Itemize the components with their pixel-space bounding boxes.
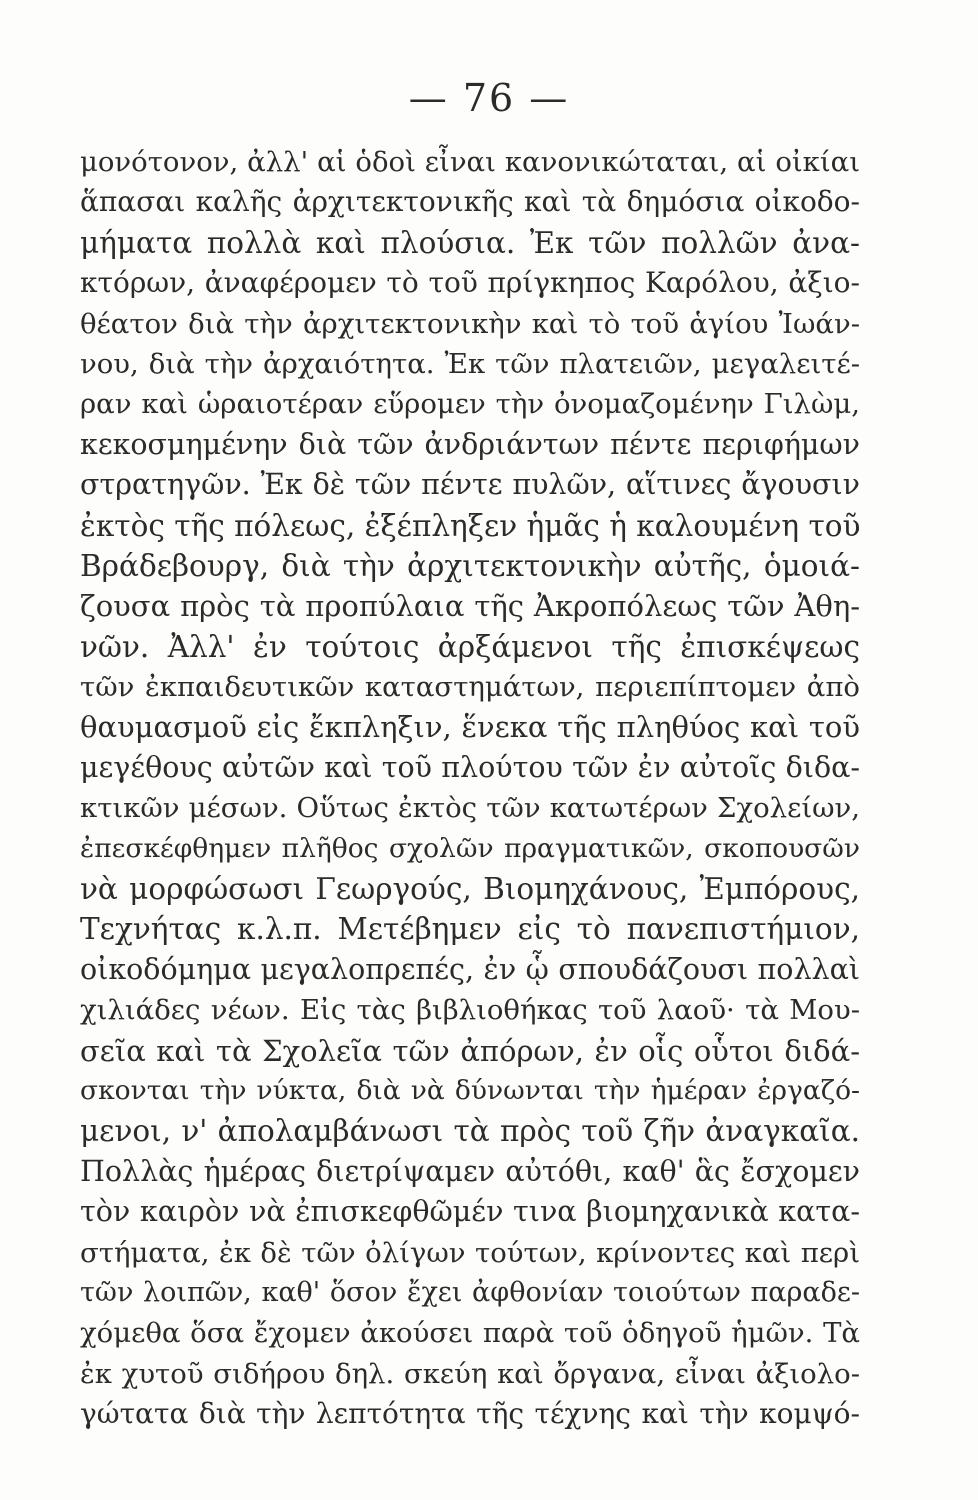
text-line: Πολλὰς ἡμέρας διετρίψαμεν αὐτόθι, καθ' ἃς ἔσχομεν (80, 1154, 860, 1188)
text-line: μεγέθους αὐτῶν καὶ τοῦ πλούτου τῶν ἐν αὐτοῖς διδα- (80, 750, 860, 784)
text-line: μήματα πολλὰ καὶ πλούσια. Ἐκ τῶν πολλῶν ἀνα- (80, 225, 860, 260)
text-line: τῶν λοιπῶν, καθ' ὅσον ἔχει ἀφθονίαν τοιούτων παραδε- (80, 1276, 860, 1308)
text-line: ἐπεσκέφθημεν πλῆθος σχολῶν πραγματικῶν, σκοπουσῶν (80, 832, 860, 864)
text-line: νῶν. Ἀλλ' ἐν τούτοις ἀρξάμενοι τῆς ἐπισκέψεως (80, 629, 860, 664)
text-line: στήματα, ἐκ δὲ τῶν ὀλίγων τούτων, κρίνοντες καὶ περὶ (80, 1236, 860, 1269)
text-line: κτόρων, ἀναφέρομεν τὸ τοῦ πρίγκηπος Καρόλου, ἀξιο- (80, 266, 860, 300)
body-text (80, 142, 860, 1435)
text-line: Τεχνήτας κ.λ.π. Μετέβημεν εἰς τὸ πανεπιστήμιον, (80, 912, 860, 947)
text-line: χόμεθα ὅσα ἔχομεν ἀκούσει παρὰ τοῦ ὁδηγοῦ ἡμῶν. Τὰ (80, 1317, 860, 1350)
text-line: θαυμασμοῦ εἰς ἔκπληξιν, ἕνεκα τῆς πληθύος καὶ τοῦ (80, 710, 860, 745)
text-line: ραν καὶ ὡραιοτέραν εὕρομεν τὴν ὀνομαζομένην Γιλὼμ, (80, 388, 860, 421)
text-line: ἐκτὸς τῆς πόλεως, ἐξέπληξεν ἡμᾶς ἡ καλουμένη τοῦ (80, 508, 860, 543)
text-line: ἐκ χυτοῦ σιδήρου δηλ. σκεύη καὶ ὄργανα, εἶναι ἀξιολο- (80, 1357, 860, 1390)
text-line: γώτατα διὰ τὴν λεπτότητα τῆς τέχνης καὶ τὴν κομψό- (80, 1397, 860, 1431)
text-line: μονότονον, ἀλλ' αἱ ὁδοὶ εἶναι κανονικώταται, αἱ οἰκίαι (80, 146, 860, 178)
text-line: στρατηγῶν. Ἐκ δὲ τῶν πέντε πυλῶν, αἵτινες ἄγουσιν (80, 468, 860, 502)
text-line: κτικῶν μέσων. Οὕτως ἐκτὸς τῶν κατωτέρων Σχολείων, (80, 792, 860, 825)
text-line: ζουσα πρὸς τὰ προπύλαια τῆς Ἀκροπόλεως τῶν Ἀθη- (80, 589, 860, 624)
text-line: νὰ μορφώσωσι Γεωργούς, Βιομηχάνους, Ἐμπόρους, (80, 872, 860, 907)
text-line: σεῖα καὶ τὰ Σχολεῖα τῶν ἀπόρων, ἐν οἷς οὗτοι διδά- (80, 1033, 860, 1068)
text-line: νου, διὰ τὴν ἀρχαιότητα. Ἐκ τῶν πλατειῶν, μεγαλειτέ- (80, 347, 860, 380)
text-line: οἰκοδόμημα μεγαλοπρεπές, ἐν ᾧ σπουδάζουσι πολλαὶ (80, 952, 860, 986)
text-line: Βράδεβουργ, διὰ τὴν ἀρχιτεκτονικὴν αὐτῆς, ὁμοιά- (80, 548, 860, 583)
text-line: μενοι, ν' ἀπολαμβάνωσι τὰ πρὸς τοῦ ζῆν ἀναγκαῖα. (80, 1114, 860, 1149)
text-line: τὸν καιρὸν νὰ ἐπισκεφθῶμέν τινα βιομηχανικὰ κατα- (80, 1195, 860, 1229)
text-line: ἅπασαι καλῆς ἀρχιτεκτονικῆς καὶ τὰ δημόσια οἰκοδο- (80, 185, 860, 219)
text-line: κεκοσμημένην διὰ τῶν ἀνδριάντων πέντε περιφήμων (80, 427, 860, 461)
text-line: σκονται τὴν νύκτα, διὰ νὰ δύνωνται τὴν ἡμέραν ἐργαζό- (80, 1074, 860, 1106)
text-line: τῶν ἐκπαιδευτικῶν καταστημάτων, περιεπίπτομεν ἀπὸ (80, 671, 860, 704)
text-line: χιλιάδες νέων. Εἰς τὰς βιβλιοθήκας τοῦ λαοῦ· τὰ Μου- (80, 994, 860, 1027)
text-line: θέατον διὰ τὴν ἀρχιτεκτονικὴν καὶ τὸ τοῦ ἁγίου Ἰωάν- (80, 307, 860, 340)
page-number: — 76 — (408, 76, 570, 120)
